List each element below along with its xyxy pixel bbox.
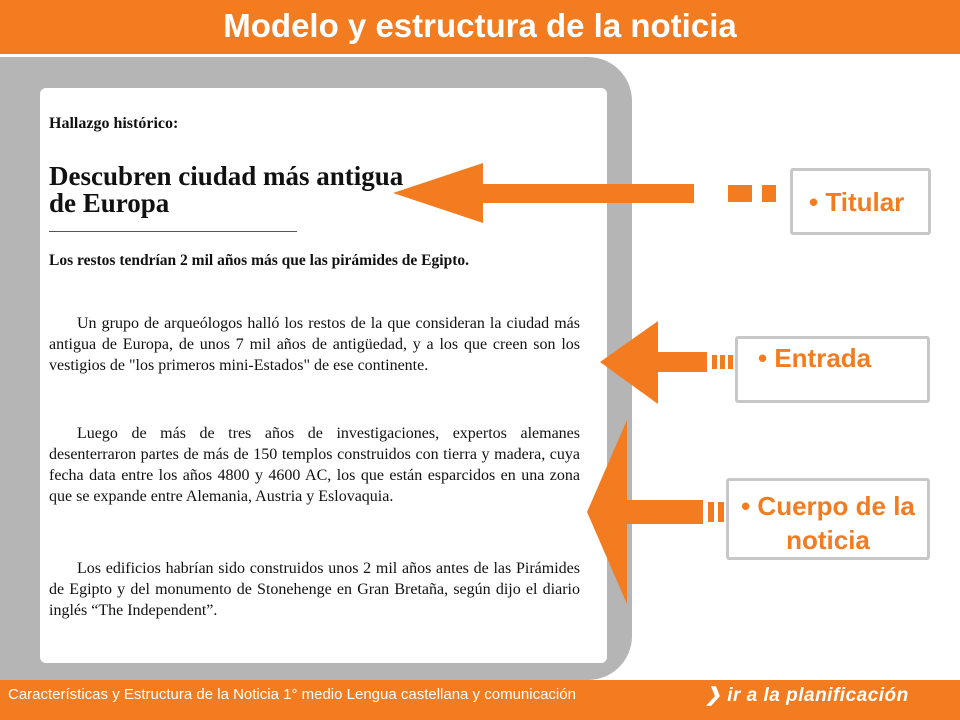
article-kicker: Hallazgo histórico: xyxy=(49,115,179,132)
article-headline: Descubren ciudad más antigua de Europa xyxy=(49,161,404,218)
label-titular: • Titular xyxy=(790,168,931,235)
entrada-arrow xyxy=(600,321,733,404)
footer-caption: Características y Estructura de la Noticia 1° medio Lengua castellana y comunicación xyxy=(8,686,576,703)
planning-link-label: ir a la planificación xyxy=(727,685,909,706)
cuerpo-arrow xyxy=(587,420,724,604)
article-paragraph: Un grupo de arqueólogos halló los restos de la que consideran la ciudad más antigua de Europa, de unos 7 mil años de antigüedad, y a los que creen son los vestigios de "los primeros mini-Estados" de ese continente. xyxy=(49,315,580,374)
chevron-right-icon: ❯ xyxy=(705,685,728,706)
article-lead: Los restos tendrían 2 mil años más que las pirámides de Egipto. xyxy=(49,252,469,269)
slide-title: Modelo y estructura de la noticia xyxy=(223,7,737,44)
titular-arrow xyxy=(393,163,776,223)
label-cuerpo: • Cuerpo de la noticia xyxy=(726,478,930,560)
article-paragraph: Los edificios habrían sido construidos unos 2 mil años antes de las Pirámides de Egipto y del monumento de Stonehenge en Gran Bretaña, según dijo el diario inglés “The Independent”. xyxy=(49,560,580,619)
label-entrada: • Entrada xyxy=(735,336,930,403)
article-paragraph: Luego de más de tres años de investigaciones, expertos alemanes desenterraron partes de más de 150 templos construidos con tierra y madera, cuya fecha data entre los años 4800 y 4600 AC, los que están esparcidos en una zona que se expande entre Alemania, Austria y Eslovaquia. xyxy=(49,425,580,505)
planning-link[interactable] xyxy=(705,684,909,707)
